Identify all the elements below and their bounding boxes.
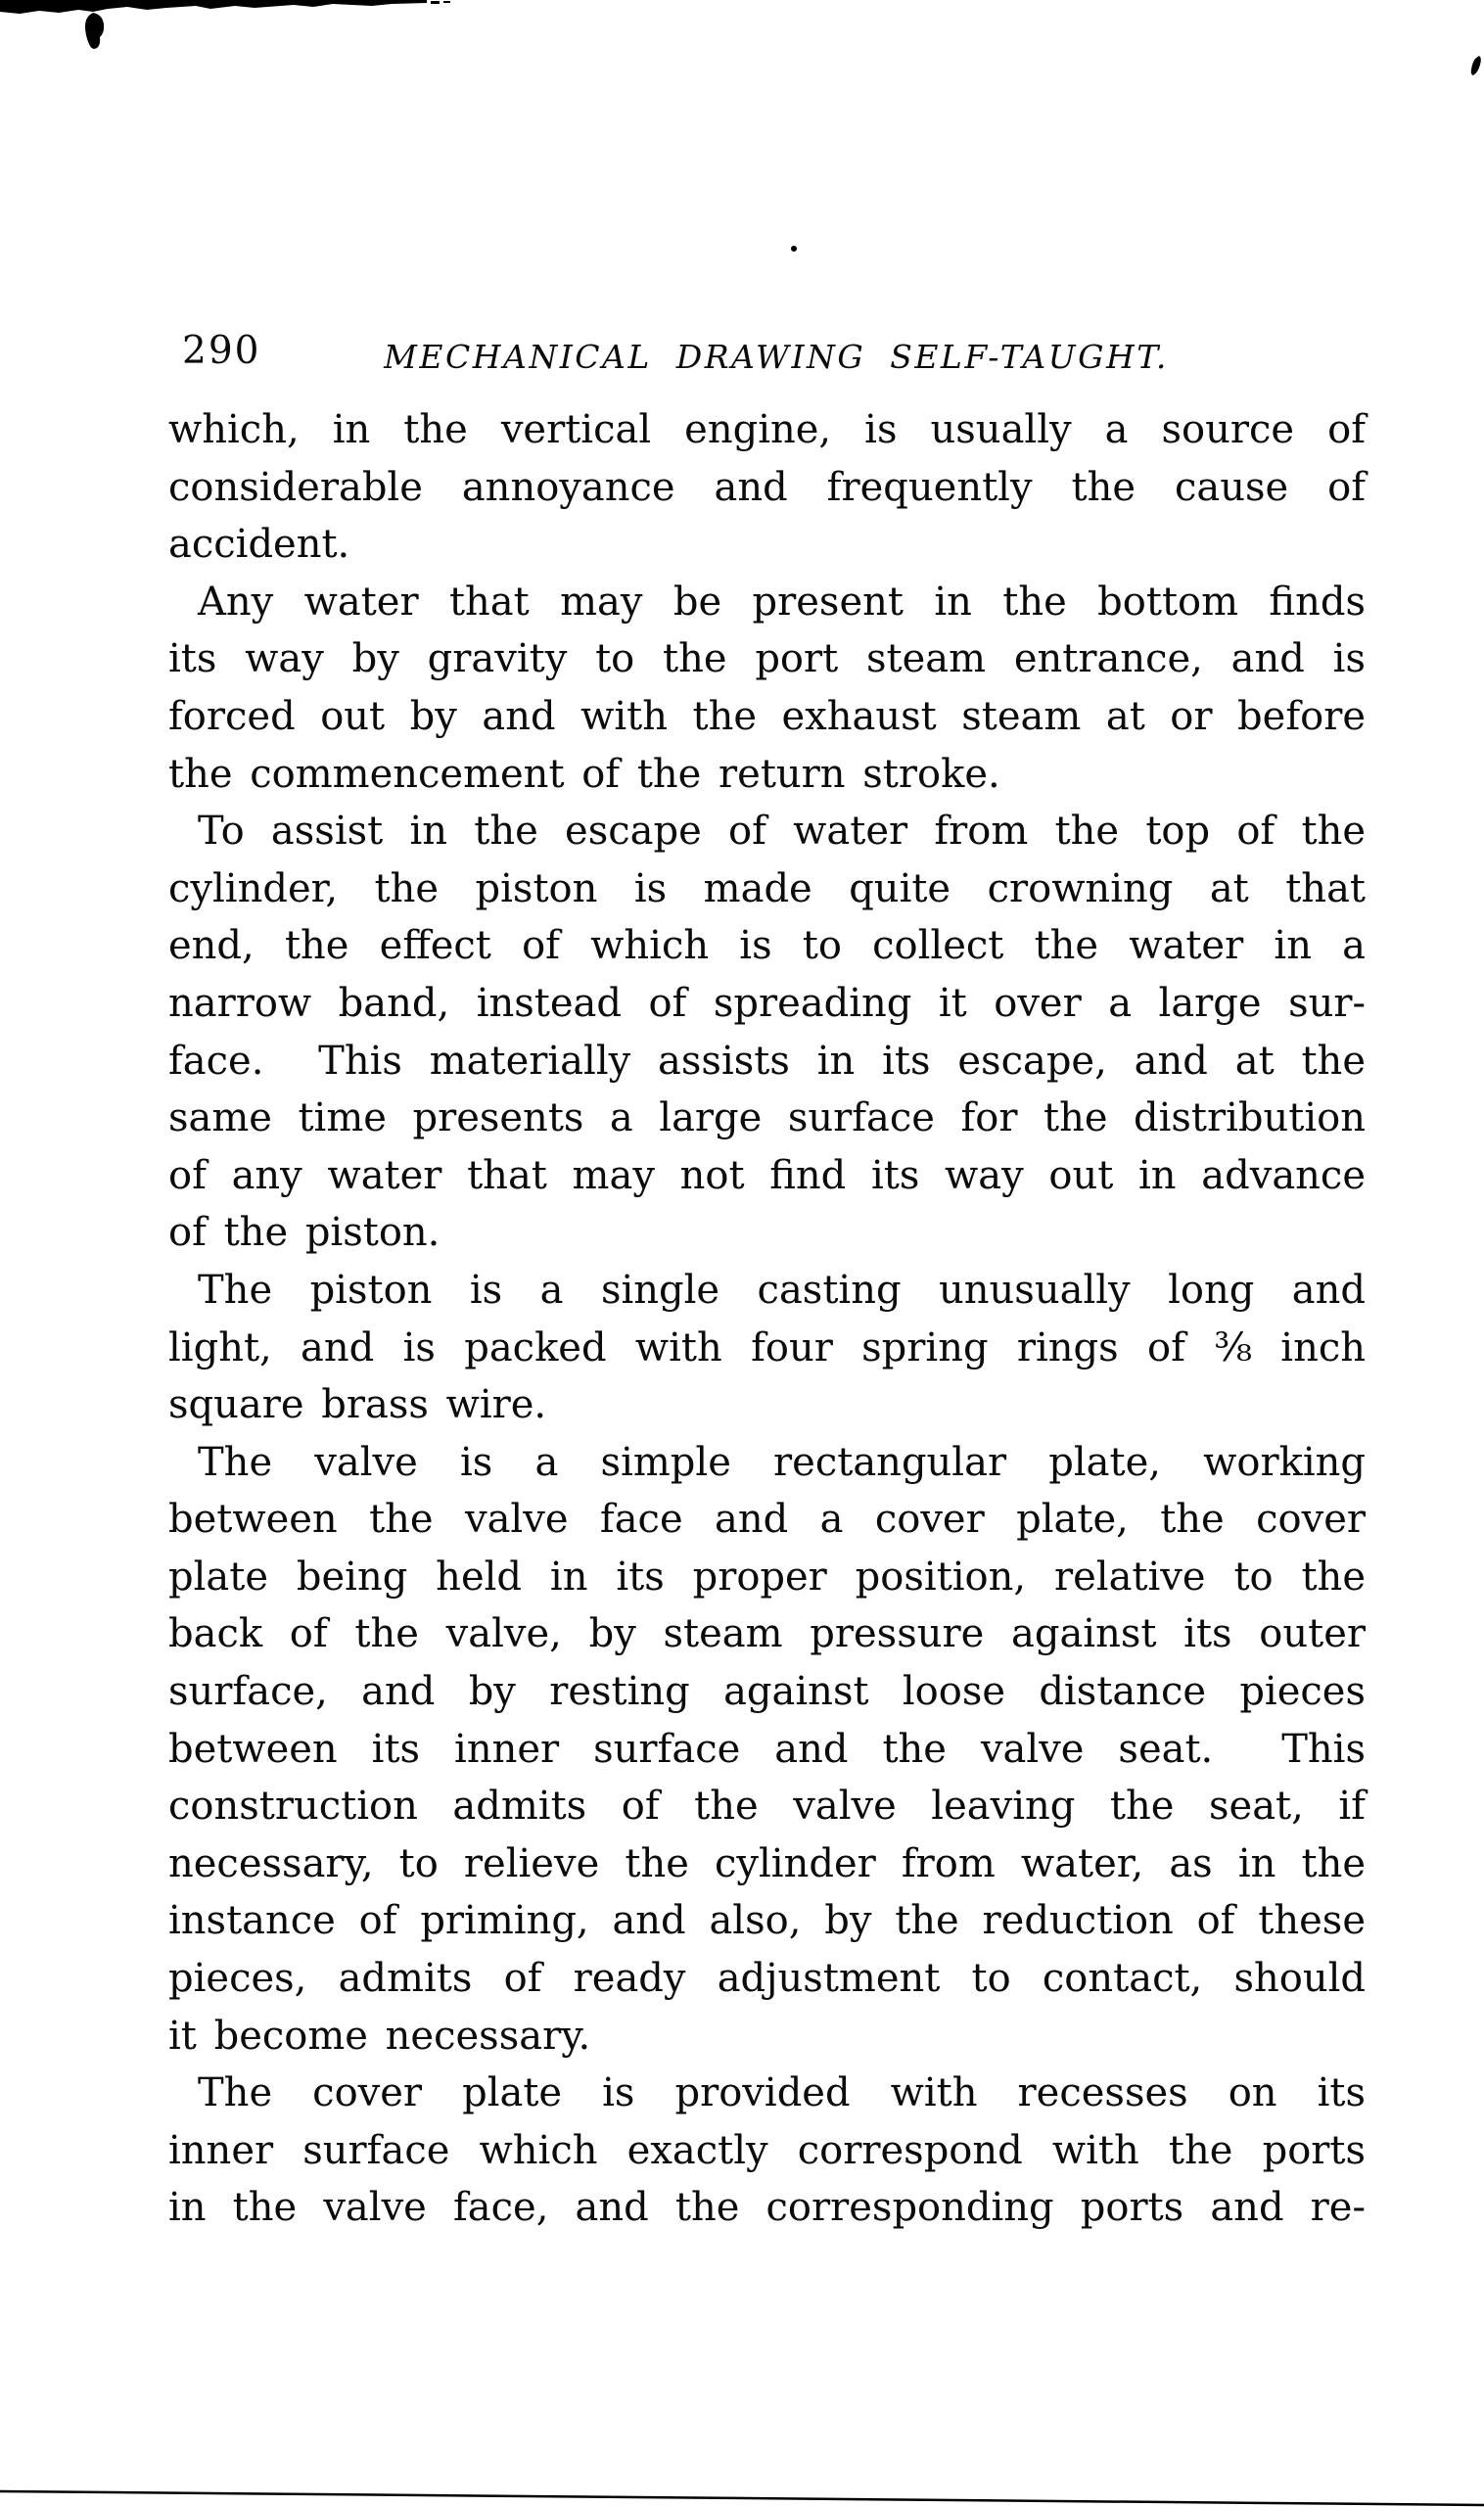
body-line: in the valve face, and the corresponding ports and re- <box>168 2185 1366 2231</box>
body-line: the commencement of the return stroke. <box>168 751 1000 797</box>
body-line: end, the effect of which is to collect the water in a <box>168 923 1366 969</box>
body-line: construction admits of the valve leaving the seat, if <box>168 1784 1366 1830</box>
body-line: between its inner surface and the valve seat. This <box>168 1726 1366 1772</box>
body-line: face. This materially assists in its escape, and at the <box>168 1038 1366 1084</box>
body-line: Any water that may be present in the bottom finds <box>198 579 1366 625</box>
body-line: light, and is packed with four spring rings of ⅜ inch <box>168 1324 1366 1370</box>
body-line: The cover plate is provided with recesses on its <box>198 2070 1366 2116</box>
scan-edge-dash <box>431 1 440 4</box>
body-line: forced out by and with the exhaust steam at or before <box>168 693 1366 739</box>
body-line: accident. <box>168 522 350 568</box>
body-line: which, in the vertical engine, is usually a source of <box>168 407 1366 452</box>
body-line: considerable annoyance and frequently the cause of <box>168 464 1366 510</box>
body-line: it become necessary. <box>168 2013 591 2059</box>
body-line: square brass wire. <box>168 1382 547 1428</box>
scan-edge-band <box>0 0 427 14</box>
body-line: of the piston. <box>168 1210 441 1256</box>
page-edge-line <box>0 2491 1484 2505</box>
body-line: same time presents a large surface for the distribution <box>168 1095 1366 1141</box>
page-number: 290 <box>182 329 261 373</box>
body-line: The piston is a single casting unusually long and <box>198 1267 1366 1313</box>
body-line: To assist in the escape of water from the top of the <box>198 809 1366 855</box>
scan-edge-dash <box>443 1 450 3</box>
body-line: cylinder, the piston is made quite crowning at that <box>168 865 1366 911</box>
running-title: MECHANICAL DRAWING SELF-TAUGHT. <box>384 338 1169 376</box>
body-line: instance of priming, and also, by the reduction of these <box>168 1898 1366 1944</box>
body-line: of any water that may not find its way out in advance <box>168 1152 1366 1198</box>
body-line: plate being held in its proper position, relative to the <box>168 1554 1366 1600</box>
body-line: back of the valve, by steam pressure against its outer <box>168 1611 1366 1657</box>
body-line: narrow band, instead of spreading it over a large sur- <box>168 980 1366 1026</box>
page-body <box>168 401 1366 2237</box>
body-line: pieces, admits of ready adjustment to contact, should <box>168 1956 1366 2002</box>
body-line: between the valve face and a cover plate, the cover <box>168 1497 1366 1543</box>
body-line: inner surface which exactly correspond with the ports <box>168 2127 1366 2173</box>
body-line: surface, and by resting against loose distance pieces <box>168 1669 1366 1715</box>
body-line: The valve is a simple rectangular plate, working <box>198 1439 1366 1485</box>
body-line: its way by gravity to the port steam entrance, and is <box>168 636 1366 682</box>
ink-mark-top-right <box>1471 56 1481 75</box>
ink-blob <box>85 13 104 49</box>
dot-artifact <box>791 246 797 252</box>
body-line: necessary, to relieve the cylinder from water, as in the <box>168 1840 1366 1886</box>
